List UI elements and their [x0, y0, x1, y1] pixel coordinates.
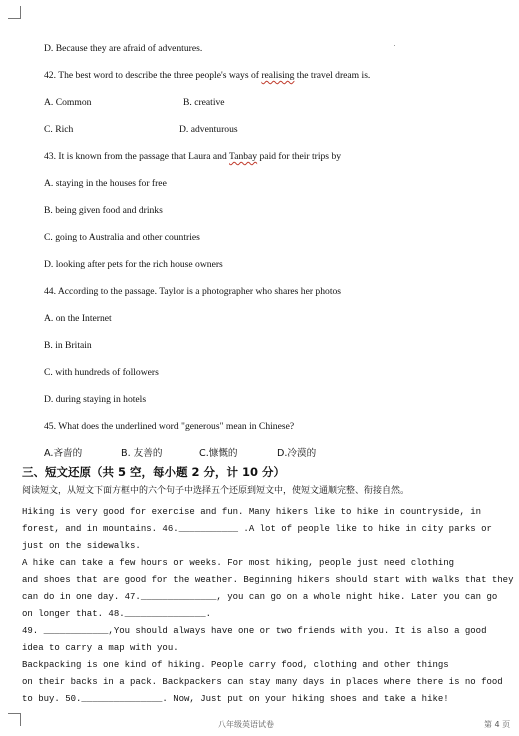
q42-stem — [44, 70, 370, 82]
passage-line-3: just on the sidewalks. — [22, 541, 141, 551]
q43-option-a: A. staying in the houses for free — [44, 178, 167, 189]
passage-line-8: 49. ____________,You should always have one or two friends with you. It is also a good — [22, 626, 487, 636]
stray-dot — [394, 45, 395, 46]
footer-page-number: 第 4 页 — [484, 720, 511, 729]
q42-option-c: C. Rich — [44, 124, 74, 135]
passage-line-10: Backpacking is one kind of hiking. People carry food, clothing and other things — [22, 660, 449, 670]
passage-line-12: to buy. 50._______________. Now, Just put on your hiking shoes and take a hike! — [22, 694, 449, 704]
q45-option-b: B. 友善的 — [121, 448, 163, 459]
q45-option-c: C.慷慨的 — [199, 448, 238, 459]
passage-line-11: on their backs in a pack. Backpackers can stay many days in places where there is no food — [22, 677, 503, 687]
passage-line-7: on longer that. 48._______________. — [22, 609, 212, 619]
q45-option-a: A.吝啬的 — [44, 448, 83, 459]
q43-option-b: B. being given food and drinks — [44, 205, 163, 216]
passage-line-2: forest, and in mountains. 46.___________ .A lot of people like to hike in city parks or — [22, 524, 492, 534]
q43-option-c: C. going to Australia and other countries — [44, 232, 200, 243]
passage-line-1: Hiking is very good for exercise and fun. Many hikers like to hike in countryside, in — [22, 507, 482, 517]
q44-option-d: D. during staying in hotels — [44, 394, 147, 405]
passage-line-5: and shoes that are good for the weather. Beginning hikers should start with walks that they — [22, 575, 514, 585]
q42-option-d: D. adventurous — [179, 124, 238, 135]
q44-stem: 44. According to the passage. Taylor is a photographer who shares her photos — [44, 286, 342, 297]
q42-stem-post: the travel dream is. — [294, 70, 371, 81]
q42-stem-pre: 42. The best word to describe the three people's ways of — [44, 70, 262, 81]
passage-line-6: can do in one day. 47.______________, you can go on a whole night hike. Later you can go — [22, 592, 498, 602]
crop-mark-bottom-left — [8, 713, 21, 726]
q41-option-d: D. Because they are afraid of adventures. — [44, 43, 203, 54]
q45-option-d: D.冷漠的 — [277, 448, 317, 459]
q42-option-b: B. creative — [183, 97, 225, 108]
q44-option-a: A. on the Internet — [44, 313, 112, 324]
footer-title: 八年级英语试卷 — [218, 720, 274, 729]
section3-heading: 三、短文还原（共 5 空，每小题 2 分，计 10 分） — [22, 465, 286, 479]
q45-stem: 45. What does the underlined word "generous" mean in Chinese? — [44, 421, 295, 432]
passage-line-9: idea to carry a map with you. — [22, 643, 179, 653]
section3-instruction: 阅读短文，从短文下面方框中的六个句子中选择五个还原到短文中，使短文通顺完整、衔接自然。 — [22, 486, 410, 496]
q42-option-a: A. Common — [44, 97, 92, 108]
q44-option-b: B. in Britain — [44, 340, 92, 351]
q44-option-c: C. with hundreds of followers — [44, 367, 159, 378]
q42-stem-spellcheck-word: realising — [261, 70, 295, 81]
passage-line-4: A hike can take a few hours or weeks. For most hiking, people just need clothing — [22, 558, 455, 568]
q43-stem — [44, 151, 341, 163]
q43-option-d: D. looking after pets for the rich house owners — [44, 259, 223, 270]
q43-stem-pre: 43. It is known from the passage that Laura and — [44, 151, 229, 162]
q43-stem-post: paid for their trips by — [257, 151, 342, 162]
crop-mark-top-left — [8, 6, 21, 19]
q43-stem-spellcheck-word: Tanbay — [229, 151, 258, 162]
